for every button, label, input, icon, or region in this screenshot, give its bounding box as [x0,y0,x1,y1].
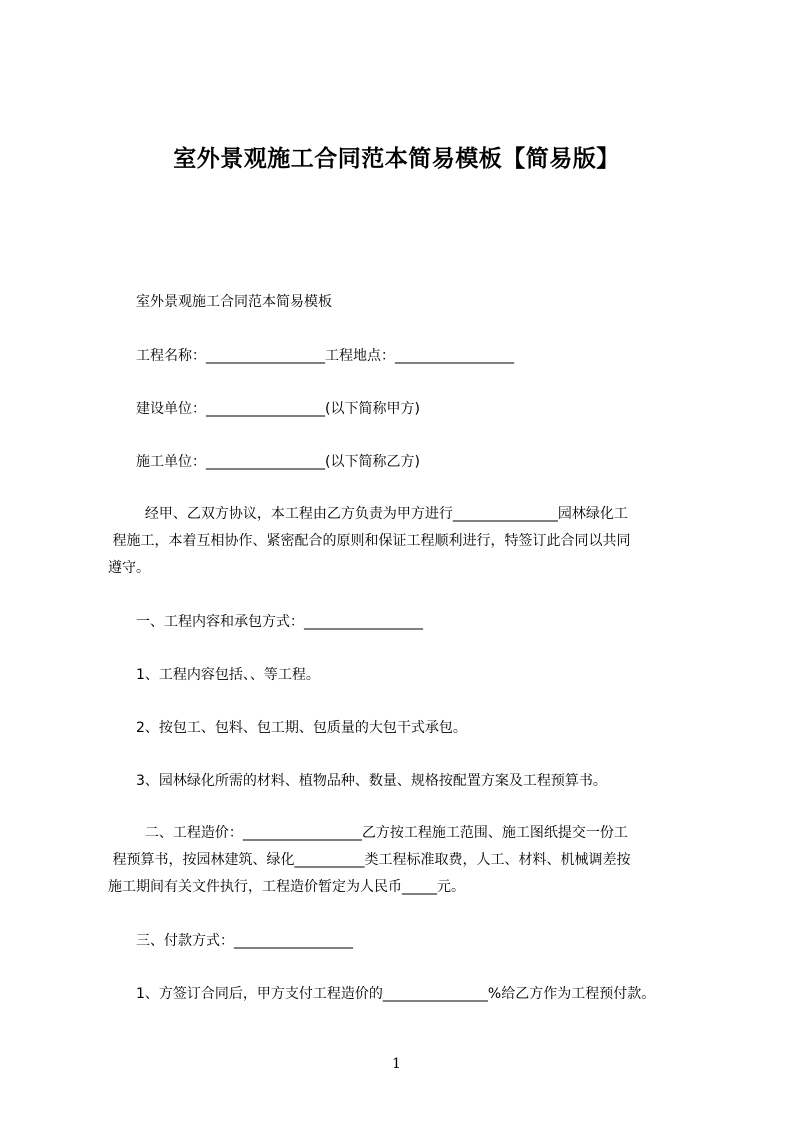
section-one-heading: 一、工程内容和承包方式：_________________ [136,614,423,630]
section-three-item: 1、方签订合同后，甲方支付工程造价的_______________%给乙方作为工程预付款。 [136,986,656,1002]
section-two-paragraph [108,820,708,901]
section-two-line: 二、工程造价：_________________乙方按工程施工范围、施工图纸提交一份工 [136,825,628,841]
section-two-line: 程预算书，按园林建筑、绿化__________类工程标准取费，人工、材料、机械调差按 [108,852,631,868]
agreement-line: 经甲、乙双方协议，本工程由乙方负责为甲方进行_______________园林绿化工 [136,506,628,522]
builder-unit-line: 建设单位：_________________(以下简称甲方) [136,401,420,417]
document-title: 室外景观施工合同范本简易模板【简易版】 [173,146,620,172]
agreement-line: 遵守。 [108,560,150,576]
project-name-location-line: 工程名称：_________________工程地点：_________________ [136,348,514,364]
agreement-line: 程施工，本着互相协作、紧密配合的原则和保证工程顺利进行，特签订此合同以共同 [108,533,631,549]
section-three-heading: 三、付款方式：_________________ [136,933,353,949]
section-one-item: 3、园林绿化所需的材料、植物品种、数量、规格按配置方案及工程预算书。 [136,773,607,789]
section-two-line: 施工期间有关文件执行，工程造价暂定为人民币_____元。 [108,879,465,895]
section-one-item: 1、工程内容包括、、等工程。 [136,667,320,683]
contractor-unit-line: 施工单位：_________________(以下简称乙方) [136,454,420,470]
page-number: 1 [392,1056,401,1072]
contract-subtitle: 室外景观施工合同范本简易模板 [136,294,332,310]
agreement-paragraph [108,501,708,582]
section-one-item: 2、按包工、包料、包工期、包质量的大包干式承包。 [136,720,467,736]
